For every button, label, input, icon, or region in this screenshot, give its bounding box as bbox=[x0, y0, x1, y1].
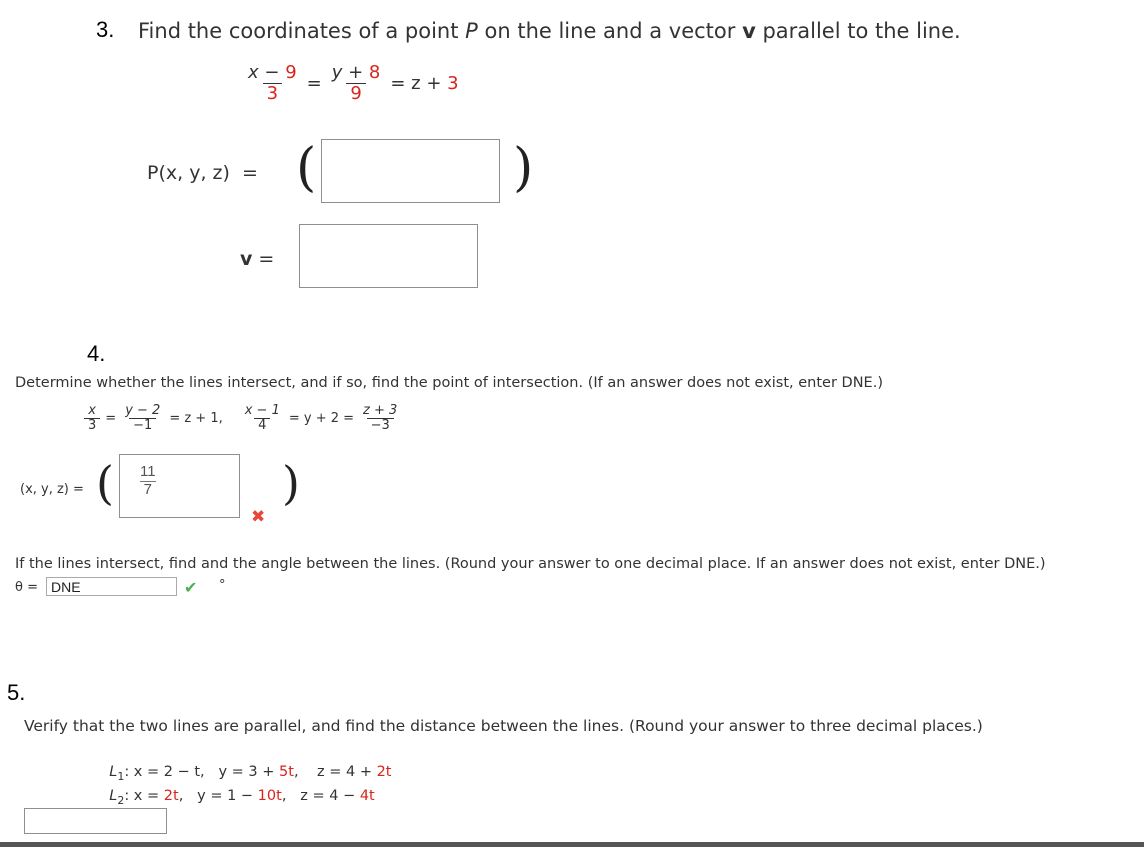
q3-f1-den: 3 bbox=[263, 83, 282, 104]
q3-f1-num-b: 9 bbox=[285, 62, 297, 83]
q5-l2-x-c: , bbox=[178, 788, 184, 804]
q5-l1-z-a: z = 4 + bbox=[317, 764, 377, 780]
q4-intersection-input[interactable] bbox=[119, 454, 240, 518]
q3-point-input[interactable] bbox=[321, 139, 500, 203]
q3-vector-input[interactable] bbox=[299, 224, 478, 288]
q5-l1-name: L bbox=[109, 764, 118, 780]
q5-l1-y-c: , bbox=[293, 764, 299, 780]
q4-f4-den: −3 bbox=[367, 418, 394, 433]
q4-xyz-label: (x, y, z) = bbox=[20, 482, 84, 497]
q5-l2-y-c: , bbox=[281, 788, 287, 804]
q3-v-label bbox=[240, 248, 274, 270]
q3-prompt-c: parallel to the line. bbox=[755, 19, 961, 43]
bottom-divider bbox=[0, 842, 1144, 847]
check-mark-icon: ✔ bbox=[184, 578, 198, 597]
q3-eq1: = bbox=[306, 72, 322, 94]
q3-prompt-a: Find the coordinates of a point bbox=[138, 19, 466, 43]
q4-theta-label: θ = bbox=[15, 580, 38, 595]
q4-answer-fraction bbox=[136, 464, 160, 498]
q4-theta-input[interactable] bbox=[46, 577, 177, 596]
q4-prompt: Determine whether the lines intersect, and if so, find the point of intersection. (If an answer does not exist, enter DNE.) bbox=[15, 375, 883, 391]
q3-rest bbox=[390, 73, 458, 94]
q3-p-label: P(x, y, z) = bbox=[147, 162, 258, 184]
q5-l1-y-b: 5t bbox=[279, 764, 294, 780]
q4-f1-num: x bbox=[88, 403, 96, 418]
q3-rest-b: 3 bbox=[447, 72, 459, 94]
q4-f3-num: x − 1 bbox=[244, 403, 280, 418]
q4-f2-den: −1 bbox=[129, 418, 156, 433]
q4-f1-den: 3 bbox=[84, 418, 100, 433]
q3-prompt-p: P bbox=[465, 19, 478, 43]
q5-l1-x: : x = 2 − t, bbox=[124, 764, 205, 780]
q5-distance-input[interactable] bbox=[24, 808, 167, 834]
q5-l2-x-b: 2t bbox=[163, 788, 179, 804]
q3-f2-num-b: 8 bbox=[368, 62, 381, 83]
q3-v-bold: v bbox=[240, 248, 253, 270]
q3-f2-den: 9 bbox=[346, 83, 365, 104]
q4-f2-num: y − 2 bbox=[125, 403, 161, 418]
q5-l2-y-a: y = 1 − bbox=[197, 788, 258, 804]
q3-f2-num-a: y + bbox=[331, 62, 369, 83]
q3-frac1 bbox=[244, 63, 301, 104]
q4-frac2 bbox=[121, 404, 164, 434]
q5-prompt: Verify that the two lines are parallel, and find the distance between the lines. (Round your answer to three decimal places.) bbox=[24, 717, 983, 735]
q3-equation bbox=[244, 63, 459, 104]
q4-angle-prompt: If the lines intersect, find and the angle between the lines. (Round your answer to one decimal place. If an answer does not exist, enter DNE.) bbox=[15, 556, 1046, 572]
q5-line-2 bbox=[100, 772, 375, 807]
q3-frac2 bbox=[328, 63, 385, 104]
q4-equation bbox=[84, 404, 401, 434]
q3-prompt bbox=[138, 19, 961, 43]
q5-l2-sub: 2 bbox=[117, 794, 125, 807]
q3-v-eq: = bbox=[252, 248, 275, 270]
q5-l1-sub: 1 bbox=[117, 770, 125, 783]
q3-p-open-paren: ( bbox=[296, 138, 317, 198]
q4-mid1: = z + 1, bbox=[169, 411, 223, 427]
q5-l2-y-b: 10t bbox=[257, 788, 282, 804]
q5-number: 5. bbox=[7, 680, 26, 705]
q5-l2-name: L bbox=[109, 788, 118, 804]
q3-p-close-paren: ) bbox=[513, 138, 534, 198]
q4-close-paren: ) bbox=[282, 456, 300, 510]
q4-open-paren: ( bbox=[96, 456, 114, 510]
q3-f1-num-a: x − bbox=[248, 62, 286, 83]
q5-l2-z-a: z = 4 − bbox=[300, 788, 360, 804]
q4-frac3 bbox=[241, 404, 284, 434]
q5-l1-z-b: 2t bbox=[376, 764, 392, 780]
q3-rest-a: = z + bbox=[390, 72, 448, 94]
q4-mid2: = y + 2 = bbox=[288, 411, 355, 427]
q5-l2-x-a: : x = bbox=[124, 788, 164, 804]
q4-number: 4. bbox=[87, 341, 106, 366]
q4-f4-num: z + 3 bbox=[363, 403, 398, 418]
q4-frac4 bbox=[359, 404, 401, 434]
q5-l1-y-a: y = 3 + bbox=[218, 764, 280, 780]
q4-answer-num: 11 bbox=[140, 463, 156, 480]
q4-answer-den: 7 bbox=[140, 481, 156, 499]
q4-frac1 bbox=[84, 404, 100, 434]
q3-prompt-b: on the line and a vector bbox=[477, 19, 743, 43]
q3-number: 3. bbox=[96, 17, 115, 42]
q4-degree: ° bbox=[219, 578, 226, 593]
q3-prompt-v: v bbox=[742, 19, 756, 43]
q5-l2-z-b: 4t bbox=[359, 788, 375, 804]
wrong-mark-icon: ✖ bbox=[251, 507, 266, 527]
q4-f3-den: 4 bbox=[254, 418, 270, 433]
q4-eq1: = bbox=[105, 411, 117, 427]
